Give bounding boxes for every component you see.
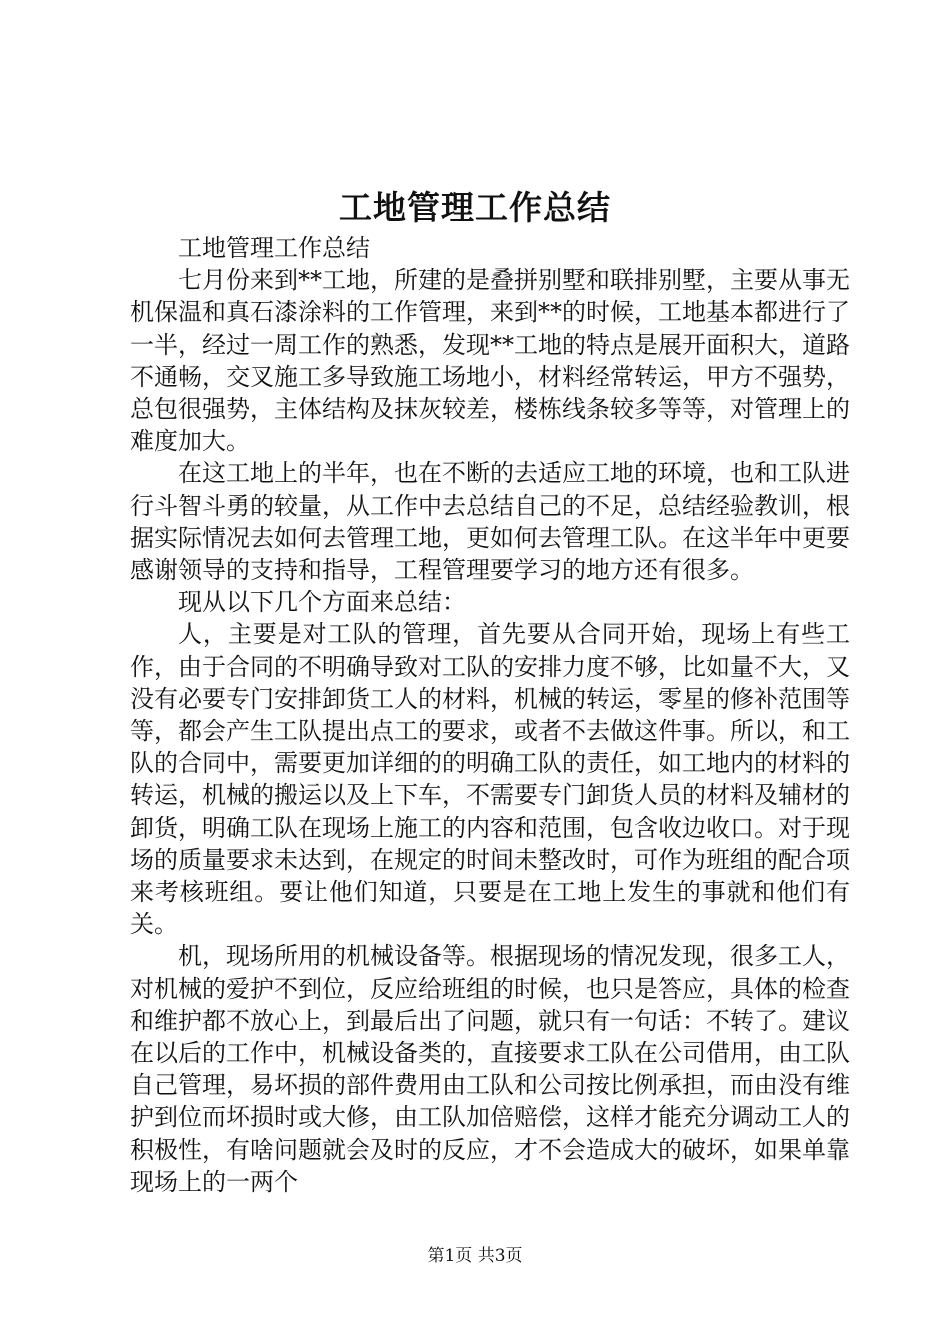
- paragraph-machinery: 机，现场所用的机械设备等。根据现场的情况发现，很多工人，对机械的爱护不到位，反应给班组的时候，也只是答应，具体的检查和维护都不放心上，到最后出了问题，就只有一句话：不转了。建议在以后的工作中，机械设备类的，直接要求工队在公司借用，由工队自己管理，易坏损的部件费用由工队和公司按比例承担，而由没有维护到位而坏损时或大修，由工队加倍赔偿，这样才能充分调动工人的积极性，有啥问题就会及时的反应，才不会造成大的破坏，如果单靠现场上的一两个: [130, 942, 850, 1196]
- paragraph-half-year: 在这工地上的半年，也在不断的去适应工地的环境，也和工队进行斗智斗勇的较量，从工作中去总结自己的不足，总结经验教训，根据实际情况去如何去管理工地，更如何去管理工队。在这半年中更要感谢领导的支持和指导，工程管理要学习的地方还有很多。: [130, 459, 850, 585]
- paragraph-intro: 七月份来到**工地，所建的是叠拼别墅和联排别墅，主要从事无机保温和真石漆涂料的工作管理，来到**的时候，工地基本都进行了一半，经过一周工作的熟悉，发现**工地的特点是展开面积大，道路不通畅，交叉施工多导致施工场地小，材料经常转运，甲方不强势，总包很强势，主体结构及抹灰较差，楼栋线条较多等等，对管理上的难度加大。: [130, 266, 850, 456]
- paragraph-summary-lead: 现从以下几个方面来总结：: [178, 588, 466, 617]
- page-number: 第1页 共3页: [427, 1246, 523, 1266]
- document-title: 工地管理工作总结: [339, 188, 611, 227]
- document-body: [130, 232, 850, 1198]
- paragraph-people: 人，主要是对工队的管理，首先要从合同开始，现场上有些工作，由于合同的不明确导致对工队的安排力度不够，比如量不大，又没有必要专门安排卸货工人的材料，机械的转运，零星的修补范围等等，都会产生工队提出点工的要求，或者不去做这件事。所以，和工队的合同中，需要更加详细的的明确工队的责任，如工地内的材料的转运，机械的搬运以及上下车，不需要专门卸货人员的材料及辅材的卸货，明确工队在现场上施工的内容和范围，包含收边收口。对于现场的质量要求未达到，在规定的时间未整改时，可作为班组的配合项来考核班组。要让他们知道，只要是在工地上发生的事就和他们有关。: [130, 620, 850, 939]
- paragraph-heading: 工地管理工作总结: [178, 234, 370, 262]
